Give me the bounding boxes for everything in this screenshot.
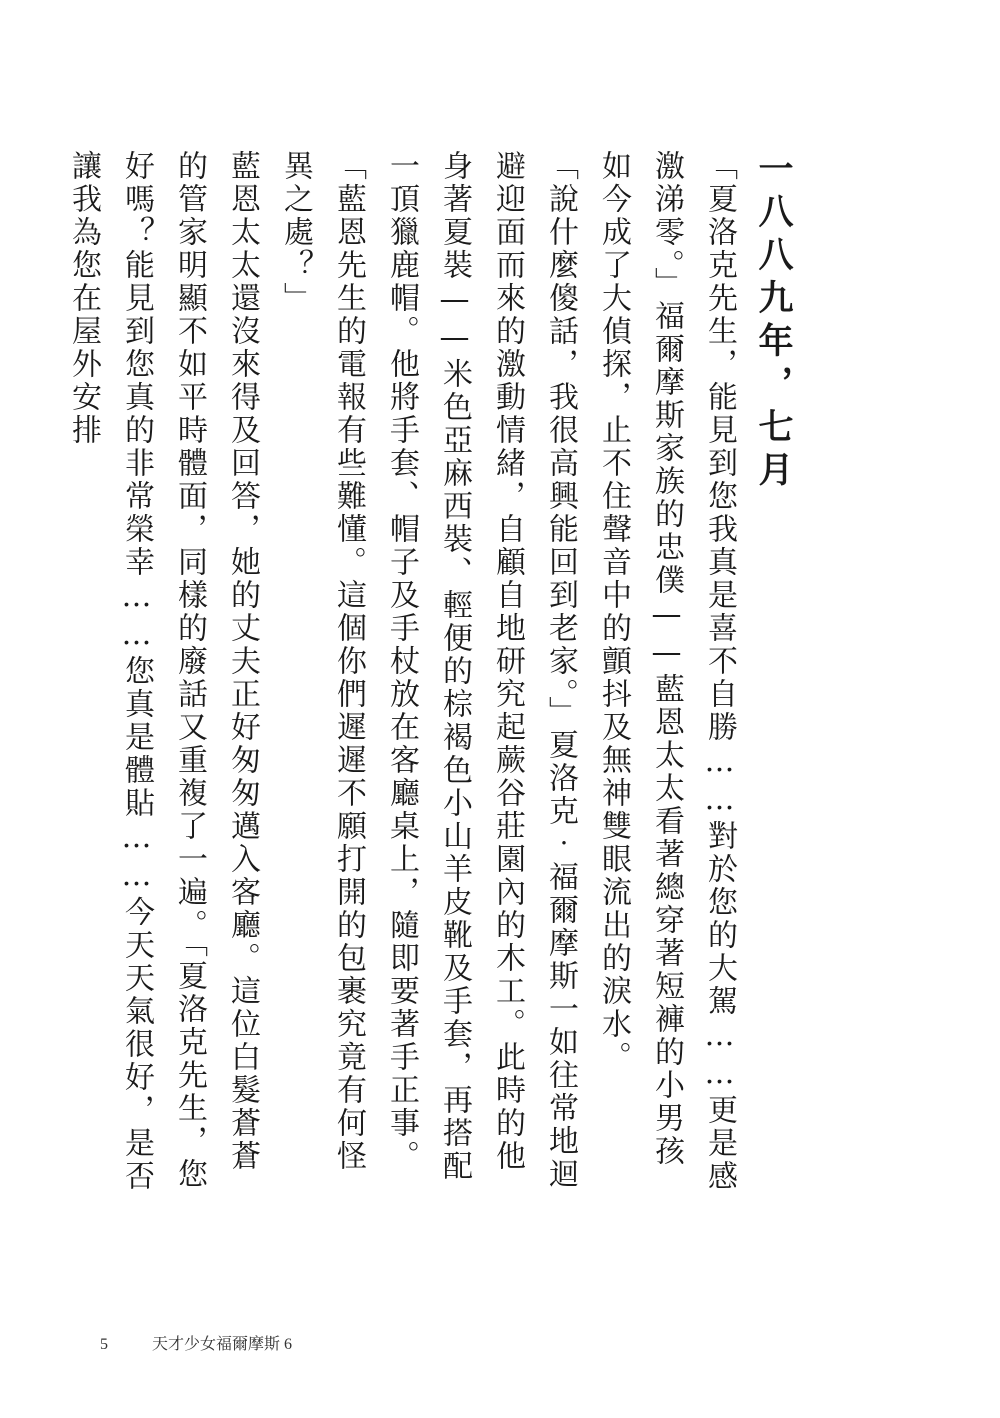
page-number: 5	[100, 1336, 108, 1353]
vertical-text-body	[57, 150, 835, 1200]
paragraph: 「說什麼傻話，我很高興能回到老家。」夏洛克‧福爾摩斯一如往常地迴避迎面而來的激動情緒，自顧自地研究起蕨谷莊園內的木工。此時的他身著夏裝——米色亞麻西裝、輕便的棕褐色小山羊皮靴及手套，再搭配一頂獵鹿帽。他將手套、帽子及手杖放在客廳桌上，隨即要著手正事。	[384, 150, 578, 1191]
paragraph: 「藍恩先生的電報有些難懂。這個你們遲遲不願打開的包裹究竟有何怪異之處？」	[278, 150, 366, 1173]
book-title: 天才少女福爾摩斯 6	[152, 1336, 293, 1353]
paragraph: 「夏洛克先生，能見到您我真是喜不自勝……對於您的大駕……更是感激涕零。」福爾摩斯家族的忠僕——藍恩太太看著總穿著短褲的小男孩如今成了大偵探，止不住聲音中的顫抖及無神雙眼流出的淚水。	[596, 150, 737, 1193]
chapter-title: 一八八九年，七月	[753, 150, 793, 494]
paragraph: 藍恩太太還沒來得及回答，她的丈夫正好匆匆邁入客廳。這位白髮蒼蒼的管家明顯不如平時體面，同樣的廢話又重複了一遍。「夏洛克先生，您好嗎？能見到您真的非常榮幸……您真是體貼……今天天氣很好，是否讓我為您在屋外安排	[66, 150, 260, 1193]
page-footer	[100, 1331, 292, 1354]
